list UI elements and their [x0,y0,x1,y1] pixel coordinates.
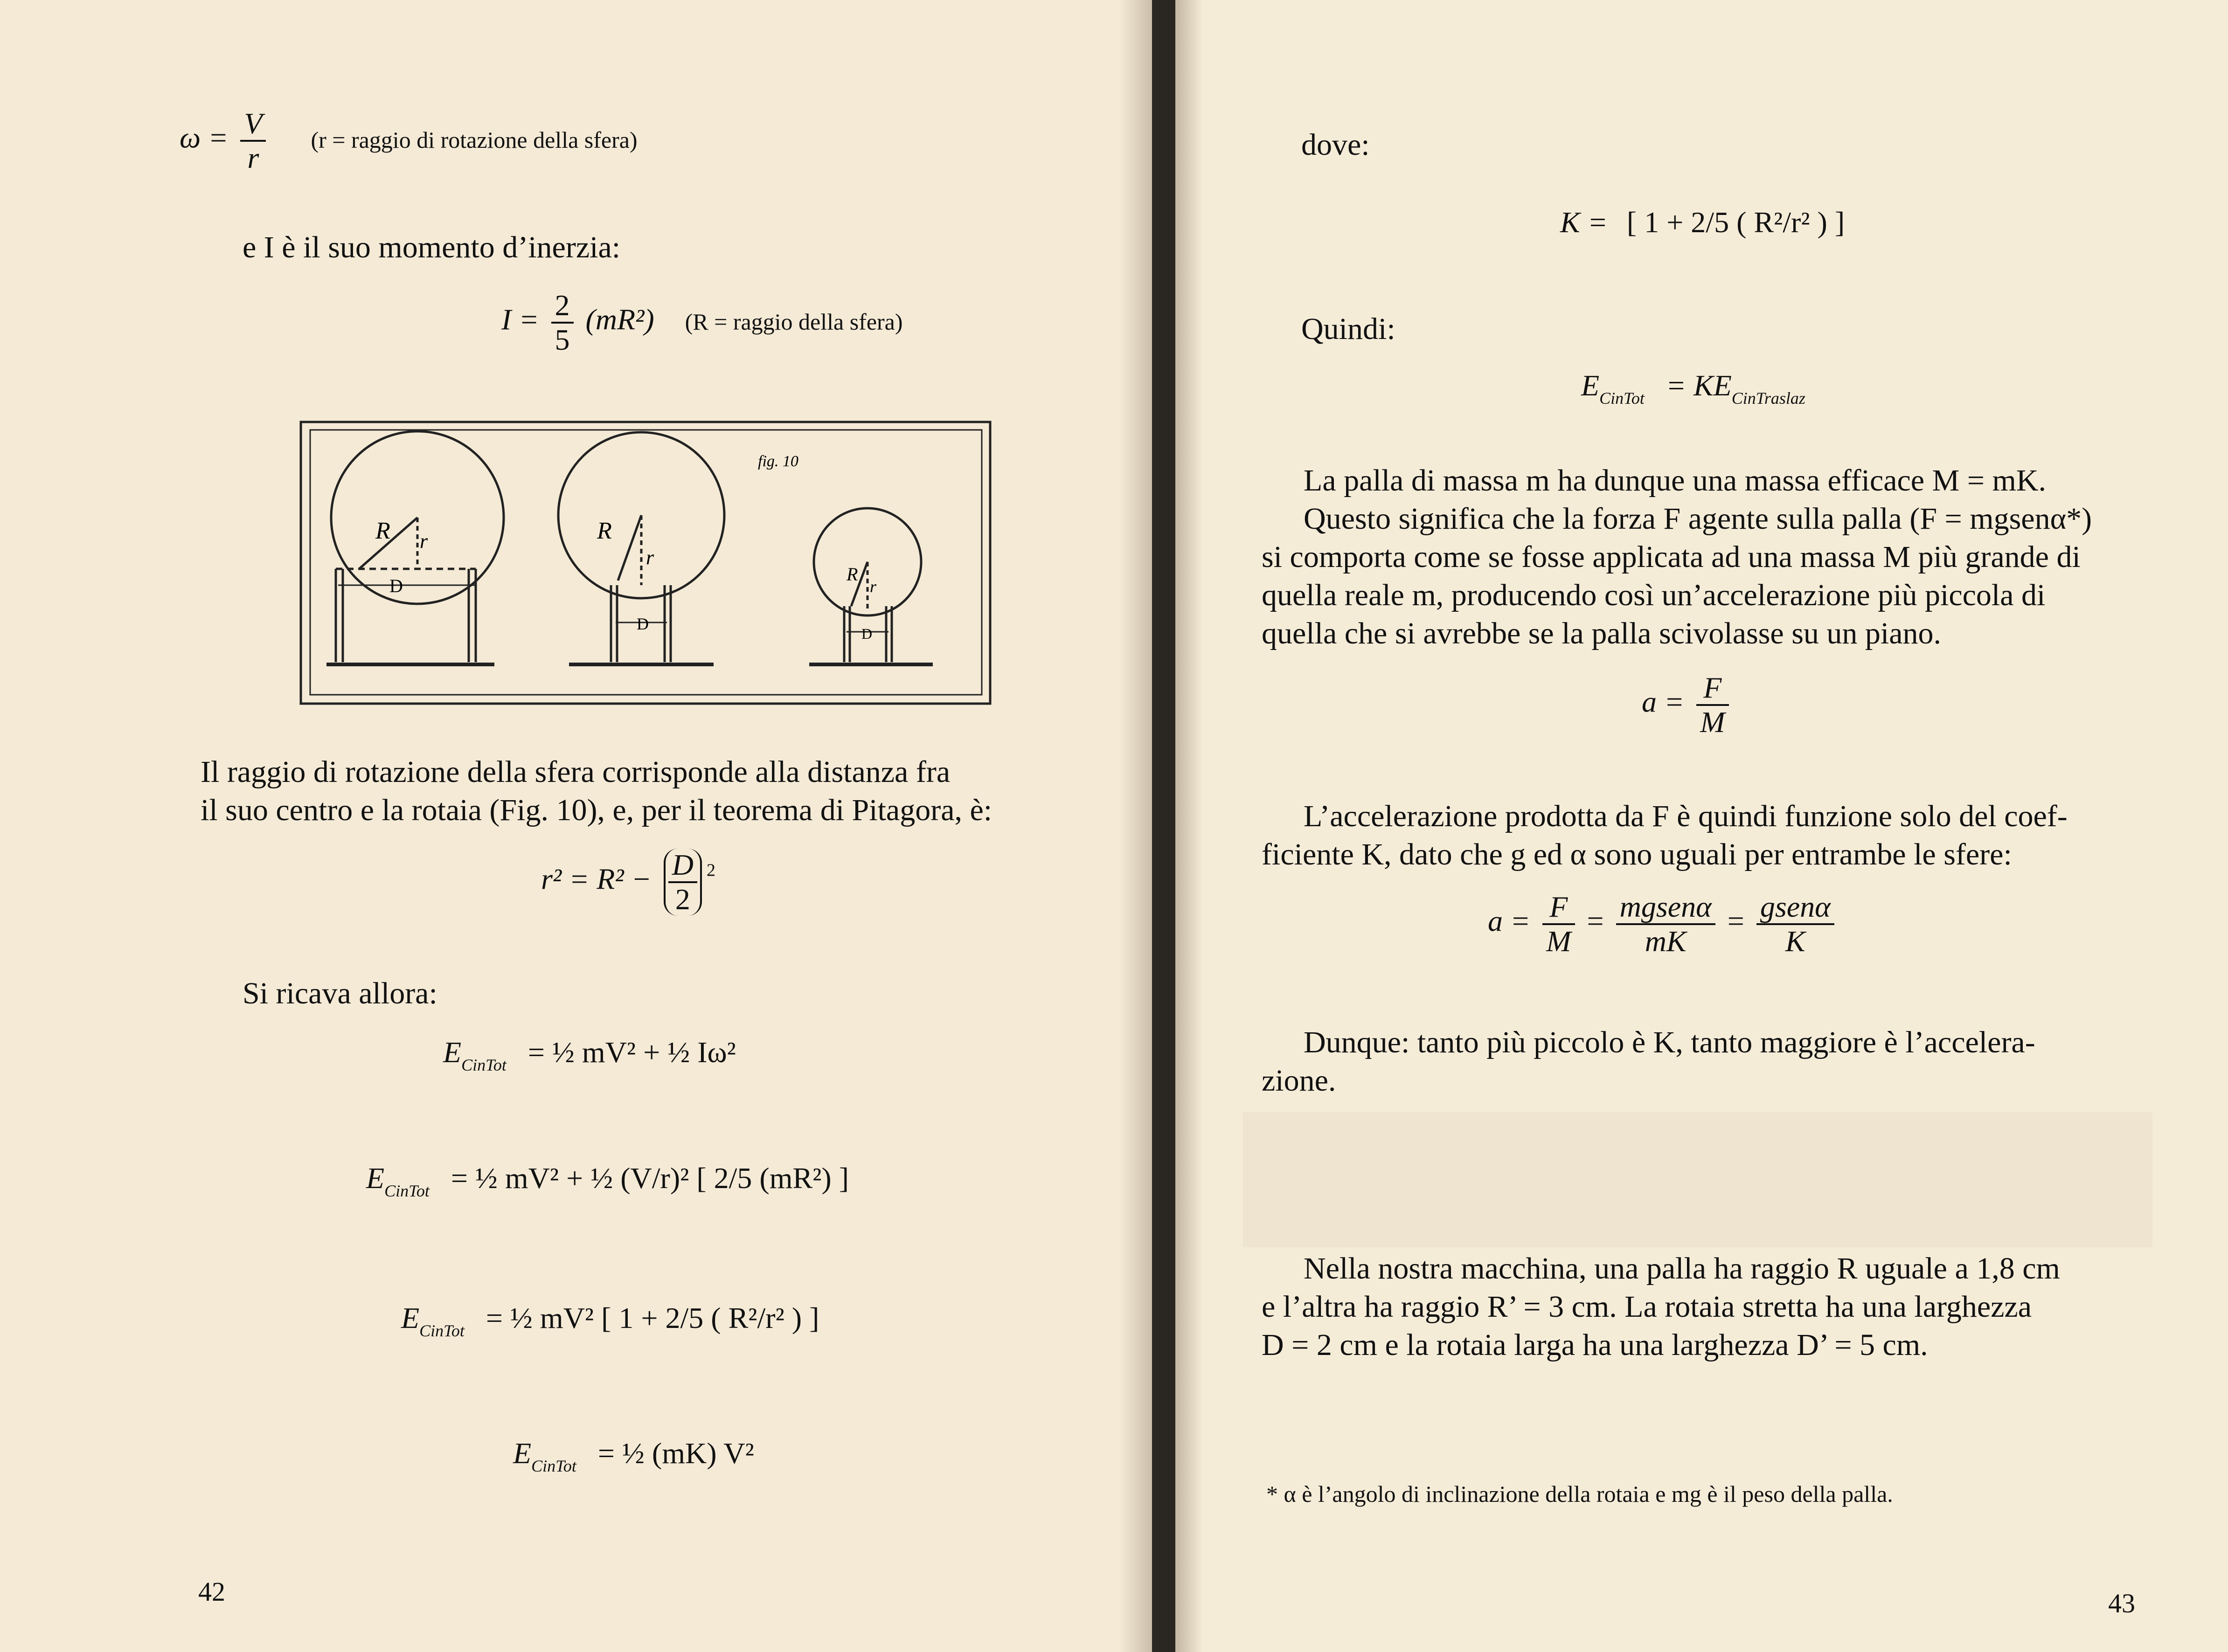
inertia-formula: I = $\frac{2}{5}$ (mR²) (R = raggio della sfera) [501,289,903,356]
inertia-intro: e I è il suo momento d’inerzia: [243,230,621,264]
omega-formula: ω = $\frac{V}{r}$ (r = raggio di rotazione della sfera) [180,107,638,174]
equation-1: $E_{CinTot}$ = ½ mV² + ½ Iω² [443,1036,736,1074]
e-formula: $E_{CinTot} = KE_{CinTraslaz}$ [1581,369,1805,408]
svg-text:r: r [420,530,428,553]
page-number-right: 43 [2108,1588,2135,1618]
svg-text:D: D [637,615,649,633]
equation-2: $E_{CinTot}$ = ½ mV² + ½ (V/r)² [ 2/5 (mR²) ] [366,1161,849,1200]
right-paragraph-2: L’accelerazione prodotta da F è quindi funzione solo del coef- ficiente K, dato che g ed α sono uguali per entrambe le sfere: [1262,799,2068,871]
right-paragraph-4: Nella nostra macchina, una palla ha raggio R uguale a 1,8 cm e l’altra ha raggio R’ = 3 cm. La rotaia stretta ha una larghezza D = 2 cm e la rotaia larga ha una larghezza D’ = 5 cm. [1262,1251,2060,1362]
equation-4: $E_{CinTot}$ = ½ (mK) V² [513,1437,754,1475]
equation-3: $E_{CinTot}$ = ½ mV² [ 1 + 2/5 ( R²/r² ) ] [401,1301,819,1340]
right-paragraph-1: La palla di massa m ha dunque una massa efficace M = mK. Questo significa che la forza F agente sulla palla (F = mgsenα*) si comporta come se fosse applicata ad una massa M più grande di quella reale m, producendo così un’accelerazione più piccola di quella che si avrebbe se la palla scivolasse su un piano. [1262,463,2092,650]
k-formula: K = [ 1 + 2/5 ( R²/r² ) ] [1560,206,1845,239]
quindi-text: Quindi: [1301,312,1395,346]
svg-text:D: D [389,575,403,596]
svg-text:R: R [847,564,858,585]
right-paragraph-3: Dunque: tanto più piccolo è K, tanto maggiore è l’accelera- zione. [1262,1025,2035,1098]
svg-text:R: R [375,518,390,544]
svg-text:r: r [870,577,877,596]
right-page [1175,0,2228,1652]
blank-patch [1243,1112,2152,1247]
left-paragraph-1: Il raggio di rotazione della sfera corrisponde alla distanza fra il suo centro e la rotaia (Fig. 10), e, per il teorema di Pitagora, è: [201,755,993,827]
sphere-1 [326,431,504,664]
svg-text:D: D [861,625,873,642]
figure-label: fig. 10 [758,453,798,470]
dove-text: dove: [1301,128,1370,162]
svg-text:r: r [646,546,654,569]
a-formula-2: a = $\frac{F}{M}$ = $\frac{\text{mgsenα}}{mK}$ = $\frac{\text{gsenα}}{K}$ [1488,891,1839,958]
ricava-text: Si ricava allora: [243,976,437,1010]
footnote: * α è l’angolo di inclinazione della rotaia e mg è il peso della palla. [1266,1481,1893,1507]
pythagoras-formula: r² = R² − $\frac{D}{2}$ $^2$ [541,848,715,916]
svg-text:R: R [597,518,612,544]
a-formula: a = $\frac{F}{M}$ [1642,671,1734,739]
page-number-left: 42 [198,1576,225,1607]
figure-10 [298,420,993,709]
